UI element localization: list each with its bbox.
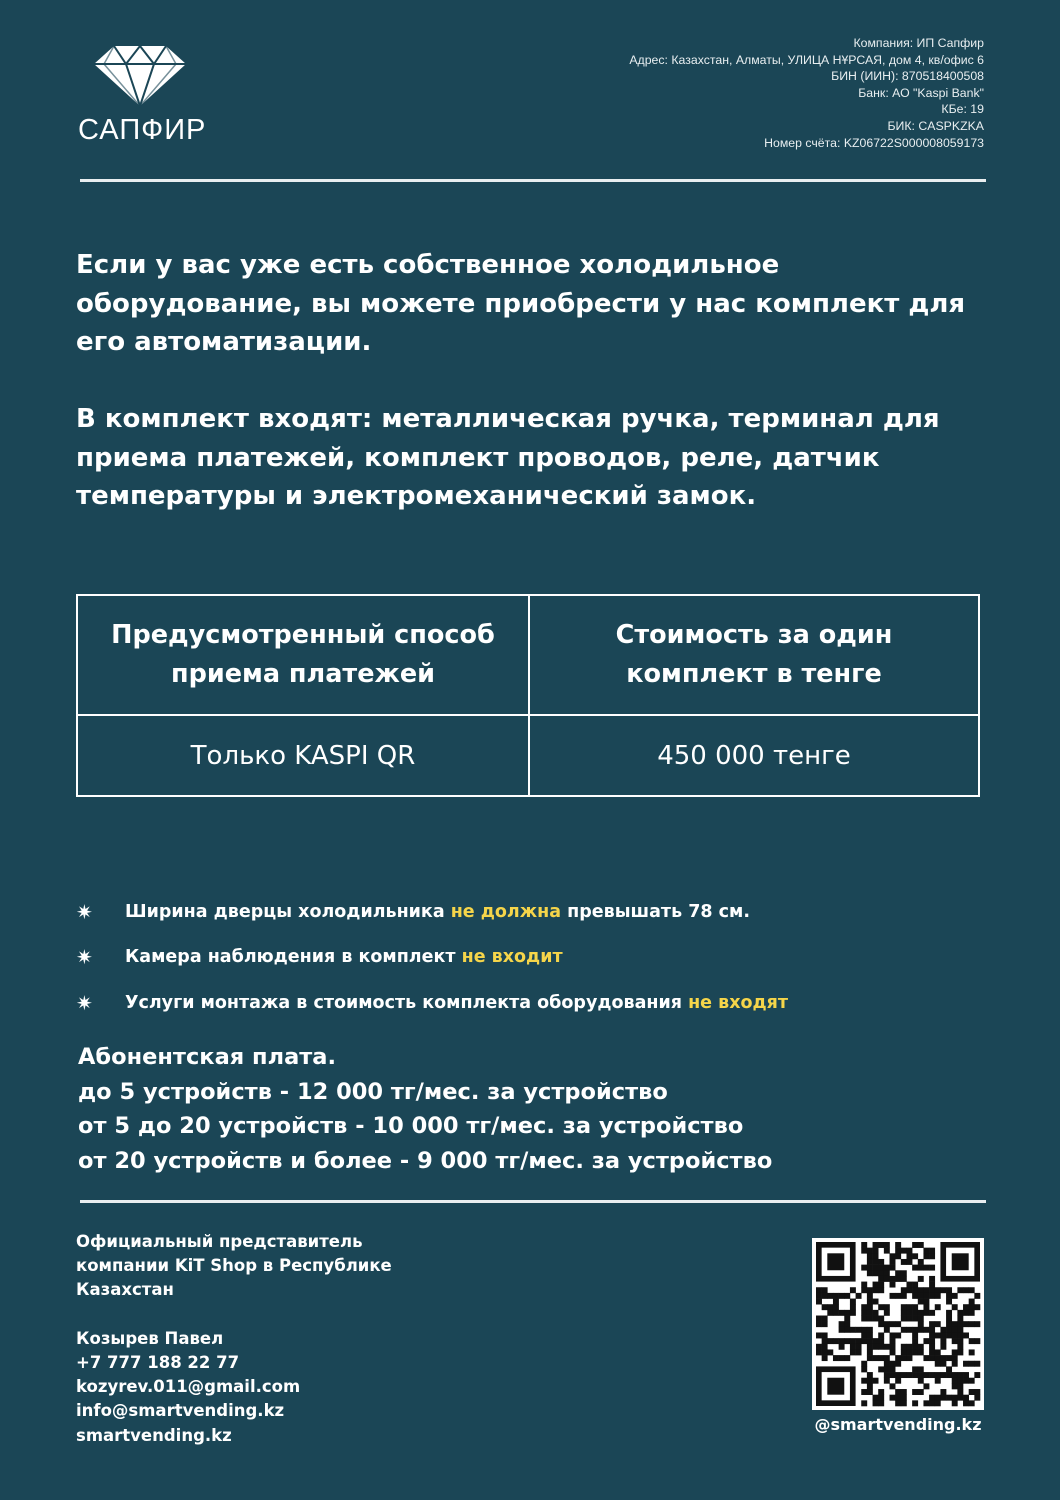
list-item	[76, 986, 788, 1020]
table-header-price-label: Стоимость за один комплект в тенге	[615, 620, 893, 689]
company-account: Номер счёта: KZ06722S000008059173	[764, 135, 984, 150]
sparkle-icon: ✷	[76, 945, 93, 970]
table-header-payment	[78, 596, 528, 714]
rep-line: Казахстан	[76, 1280, 174, 1300]
intro-paragraph-1: Если у вас уже есть собственное холодильное оборудование, вы можете приобрести у нас комплект для его автоматизации.	[76, 250, 966, 357]
subscription-fees	[78, 1040, 772, 1179]
contact-email-personal[interactable]: kozyrev.011@gmail.com	[76, 1377, 301, 1397]
subscription-line: от 20 устройств и более - 9 000 тг/мес. за устройство	[78, 1148, 773, 1175]
company-name: Компания: ИП Сапфир	[853, 36, 984, 50]
note-highlight: не входит	[461, 947, 563, 968]
company-address: Адрес: Казахстан, Алматы, УЛИЦА НҰРСАЯ, дом 4, кв/офис 6	[629, 52, 984, 67]
table-cell-payment-value: Только KASPI QR	[190, 740, 416, 771]
subscription-line: от 5 до 20 устройств - 10 000 тг/мес. за устройство	[78, 1113, 744, 1140]
sparkle-icon: ✷	[76, 900, 93, 924]
qr-caption: @smartvending.kz	[814, 1415, 982, 1434]
note-text: Услуги монтажа в стоимость комплекта оборудования не входят	[125, 992, 789, 1013]
qr-code-icon	[812, 1238, 984, 1410]
intro-text	[76, 246, 996, 516]
note-text: Ширина дверцы холодильника не должна превышать 78 см.	[125, 902, 751, 922]
table-cell-payment	[78, 716, 528, 795]
divider-bottom	[80, 1200, 986, 1203]
company-logo	[78, 44, 208, 147]
note-highlight: не должна	[450, 902, 562, 922]
list-item	[76, 895, 788, 929]
note-text: Камера наблюдения в комплект не входит	[125, 947, 563, 968]
table-cell-price-value: 450 000 тенге	[657, 740, 851, 771]
price-table	[76, 594, 980, 797]
logo-text: САПФИР	[78, 114, 207, 146]
notes-list	[76, 895, 788, 1031]
subscription-line: до 5 устройств - 12 000 тг/мес. за устройство	[78, 1078, 668, 1105]
company-bik: БИК: CASPKZKA	[887, 118, 984, 133]
intro-paragraph-2: В комплект входят: металлическая ручка, терминал для приема платежей, комплект проводов, реле, датчик температуры и электромеханический замок.	[76, 404, 940, 511]
diamond-icon	[92, 44, 188, 108]
contact-phone[interactable]: +7 777 188 22 77	[76, 1353, 240, 1372]
company-kbe: КБе: 19	[941, 102, 984, 117]
contact-email-info[interactable]: info@smartvending.kz	[76, 1401, 285, 1421]
divider-top	[80, 179, 986, 182]
company-bin: БИН (ИИН): 870518400508	[831, 69, 984, 84]
contact-website[interactable]: smartvending.kz	[76, 1425, 232, 1445]
note-highlight: не входят	[688, 992, 789, 1013]
rep-line: компании KiT Shop в Республике	[76, 1256, 392, 1276]
rep-line: Официальный представитель	[76, 1232, 363, 1251]
sparkle-icon: ✷	[76, 990, 93, 1015]
contact-block	[76, 1230, 392, 1448]
table-header-payment-label: Предусмотренный способ приема платежей	[111, 620, 495, 689]
table-header-price	[530, 596, 978, 714]
subscription-title: Абонентская плата.	[78, 1044, 337, 1070]
contact-name: Козырев Павел	[76, 1328, 224, 1348]
list-item	[76, 940, 788, 974]
table-cell-price	[530, 716, 978, 795]
company-bank: Банк: АО "Kaspi Bank"	[858, 85, 984, 100]
company-details	[629, 35, 984, 151]
